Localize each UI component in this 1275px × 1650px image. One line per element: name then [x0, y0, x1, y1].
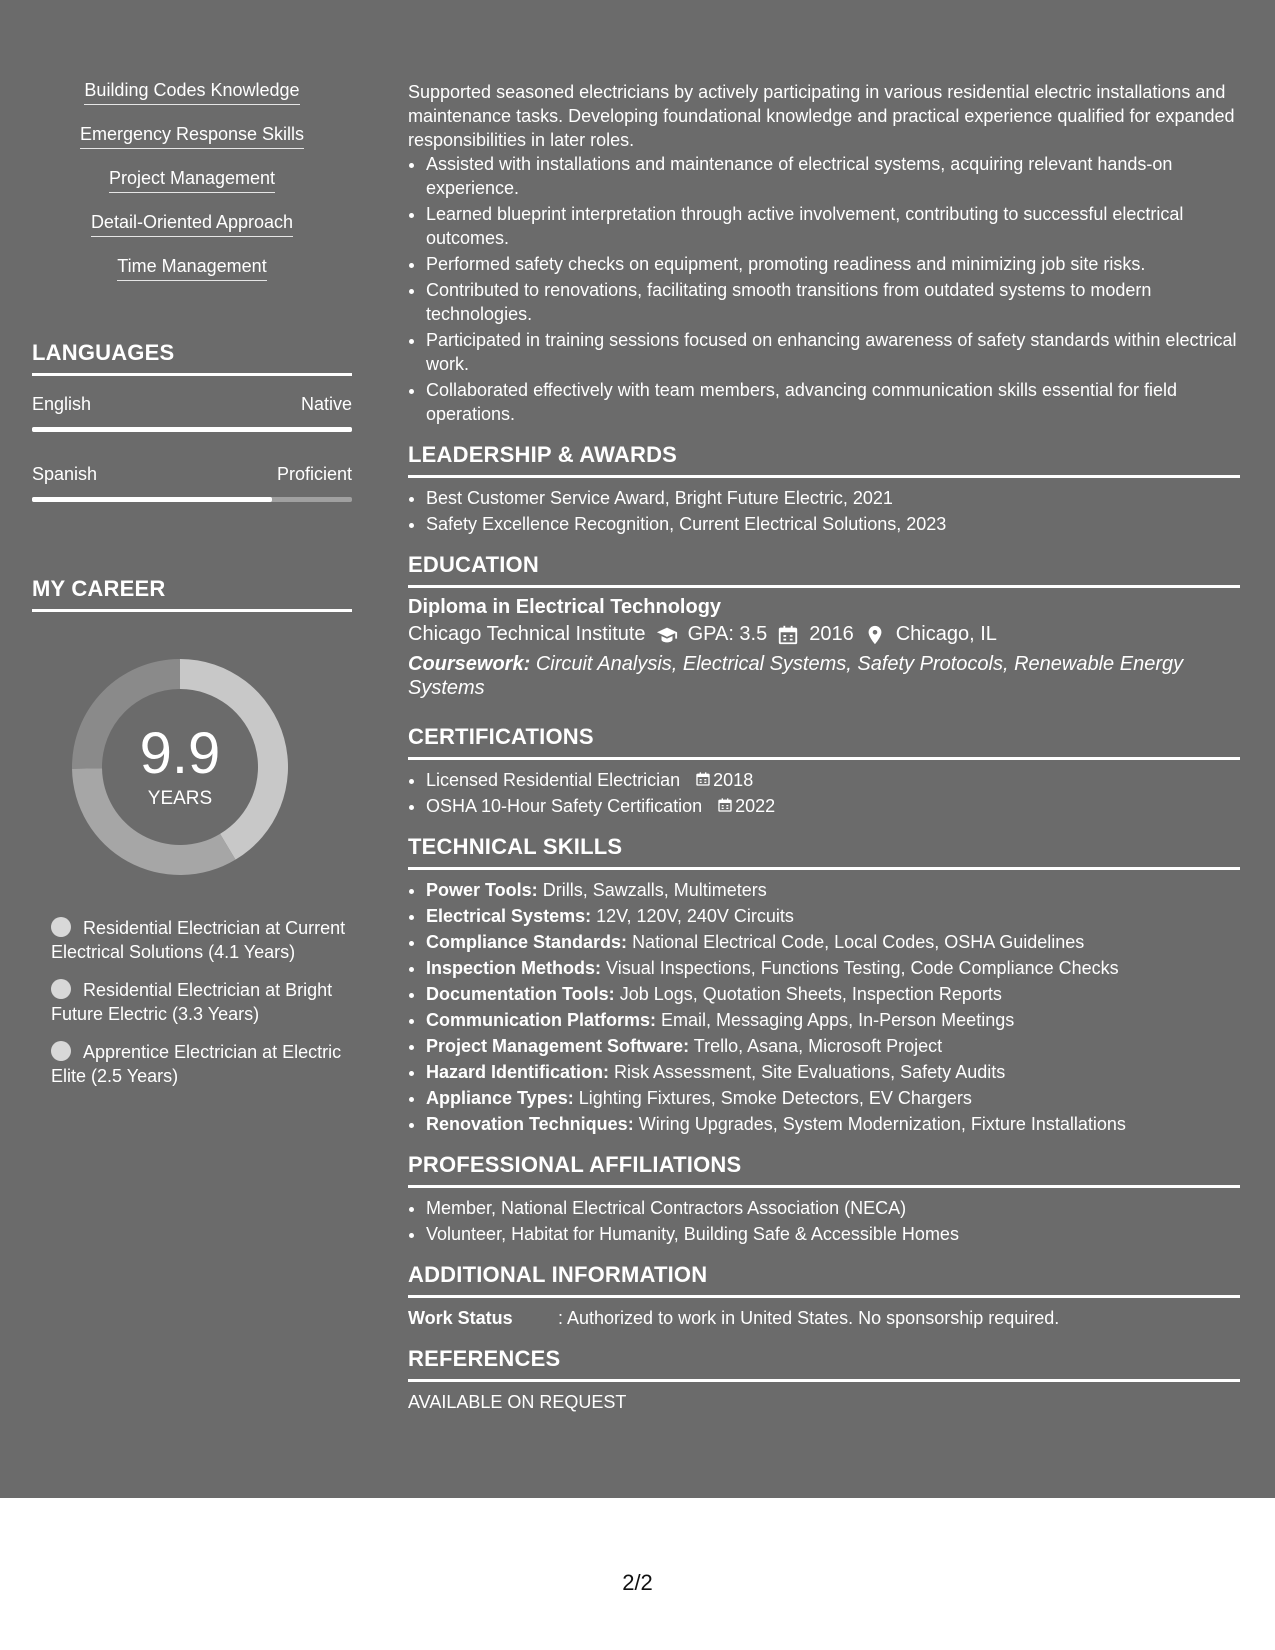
graduation-year: 2016 — [809, 623, 854, 645]
list-item: • Member, National Electrical Contractors Association (NECA) — [426, 1196, 1240, 1220]
degree-title: Diploma in Electrical Technology — [408, 596, 722, 618]
affiliations-section — [408, 1152, 1240, 1246]
list-item: • Assisted with installations and maintenance of electrical systems, acquiring relevant hands-on experience. — [426, 152, 1240, 200]
left-column — [32, 80, 352, 1088]
work-status-value: : Authorized to work in United States. No sponsorship required. — [558, 1308, 1060, 1328]
coursework-label: Coursework: — [408, 653, 531, 675]
skill-category: Project Management Software: — [426, 1036, 690, 1056]
school-name: Chicago Technical Institute — [408, 623, 646, 645]
list-item — [426, 768, 1240, 792]
cert-year: 2022 — [735, 796, 776, 816]
list-item — [426, 1008, 1240, 1032]
skill-category: Inspection Methods: — [426, 958, 601, 978]
legend-dot-icon — [51, 979, 71, 999]
references-section — [408, 1346, 1240, 1414]
coursework — [408, 652, 1240, 700]
languages-heading: LANGUAGES — [32, 340, 352, 376]
references-text: AVAILABLE ON REQUEST — [408, 1392, 627, 1412]
career-item-text: Apprentice Electrician at Electric Elite (2.5 Years) — [51, 1042, 342, 1086]
awards-heading: LEADERSHIP & AWARDS — [408, 442, 1240, 478]
coursework-list: Circuit Analysis, Electrical Systems, Safety Protocols, Renewable Energy Systems — [408, 653, 1184, 699]
location-pin-icon — [864, 624, 886, 646]
education-heading: EDUCATION — [408, 552, 1240, 588]
cert-name: OSHA 10-Hour Safety Certification — [426, 796, 703, 816]
career-heading: MY CAREER — [32, 576, 352, 612]
skill-values: Email, Messaging Apps, In-Person Meetings — [661, 1010, 1015, 1030]
skill-values: Visual Inspections, Functions Testing, Code Compliance Checks — [606, 958, 1119, 978]
skill-values: Wiring Upgrades, System Modernization, Fixture Installations — [638, 1114, 1126, 1134]
list-item: • Best Customer Service Award, Bright Future Electric, 2021 — [426, 486, 1240, 510]
skill-values: Job Logs, Quotation Sheets, Inspection Reports — [619, 984, 1002, 1004]
cert-year: 2018 — [713, 770, 754, 790]
skill-tag: Detail-Oriented Approach — [91, 212, 293, 237]
calendar-icon — [717, 796, 733, 814]
list-item — [426, 1034, 1240, 1058]
skill-values: Risk Assessment, Site Evaluations, Safety Audits — [614, 1062, 1006, 1082]
list-item: • Contributed to renovations, facilitating smooth transitions from outdated systems to modern technologies. — [426, 278, 1240, 326]
language-entry — [32, 394, 352, 432]
experience-summary: Supported seasoned electricians by actively participating in various residential electric installations and maintenance tasks. Developing foundational knowledge and practical experience qualified for expanded responsibilities in later roles. — [408, 82, 1235, 150]
language-bar — [32, 427, 352, 432]
skills-list — [32, 80, 352, 300]
language-level: Proficient — [276, 464, 352, 484]
additional-info-section — [408, 1262, 1240, 1330]
additional-info-heading: ADDITIONAL INFORMATION — [408, 1262, 1240, 1298]
skill-values: Drills, Sawzalls, Multimeters — [542, 880, 767, 900]
calendar-icon — [695, 770, 711, 788]
skill-category: Communication Platforms: — [426, 1010, 657, 1030]
list-item — [426, 794, 1240, 818]
education-meta — [408, 623, 1240, 646]
skill-category: Hazard Identification: — [426, 1062, 610, 1082]
list-item — [426, 878, 1240, 902]
list-item — [426, 956, 1240, 980]
list-item: • Performed safety checks on equipment, promoting readiness and minimizing job site risks. — [426, 252, 1240, 276]
graduation-cap-icon — [656, 624, 678, 646]
right-column — [408, 80, 1240, 1414]
skill-tag: Time Management — [117, 256, 266, 281]
career-item-text: Residential Electrician at Bright Future Electric (3.3 Years) — [51, 980, 333, 1024]
school-location: Chicago, IL — [895, 623, 997, 645]
skill-category: Power Tools: — [426, 880, 538, 900]
career-item — [51, 978, 352, 1026]
language-bar — [32, 497, 352, 502]
calendar-icon — [777, 624, 799, 646]
list-item: • Volunteer, Habitat for Humanity, Building Safe & Accessible Homes — [426, 1222, 1240, 1246]
career-total-years: 9.9 — [139, 721, 221, 786]
education-section — [408, 552, 1240, 700]
experience-bullets — [408, 152, 1240, 426]
language-name: Spanish — [32, 464, 98, 484]
list-item: • Collaborated effectively with team members, advancing communication skills essential for field operations. — [426, 378, 1240, 426]
technical-skills-heading: TECHNICAL SKILLS — [408, 834, 1240, 870]
language-name: English — [32, 394, 92, 414]
skill-values: National Electrical Code, Local Codes, OSHA Guidelines — [632, 932, 1085, 952]
references-heading: REFERENCES — [408, 1346, 1240, 1382]
certifications-section — [408, 724, 1240, 818]
cert-name: Licensed Residential Electrician — [426, 770, 681, 790]
list-item — [426, 982, 1240, 1006]
skill-tag: Emergency Response Skills — [80, 124, 304, 149]
skill-tag: Building Codes Knowledge — [84, 80, 299, 105]
skill-category: Electrical Systems: — [426, 906, 592, 926]
gpa: GPA: 3.5 — [687, 623, 768, 645]
skill-values: Trello, Asana, Microsoft Project — [693, 1036, 943, 1056]
work-status-label: Work Status — [408, 1308, 513, 1328]
career-item — [51, 916, 352, 964]
skill-category: Compliance Standards: — [426, 932, 628, 952]
affiliations-heading: PROFESSIONAL AFFILIATIONS — [408, 1152, 1240, 1188]
list-item — [426, 1112, 1240, 1136]
skill-tag: Project Management — [109, 168, 275, 193]
language-entry — [32, 464, 352, 502]
career-item-text: Residential Electrician at Current Electrical Solutions (4.1 Years) — [51, 918, 346, 962]
skill-values: 12V, 120V, 240V Circuits — [596, 906, 794, 926]
page-number: 2/2 — [622, 1570, 653, 1595]
career-item — [51, 1040, 352, 1088]
list-item — [426, 904, 1240, 928]
legend-dot-icon — [51, 917, 71, 937]
work-status-row — [408, 1306, 1240, 1330]
skill-category: Documentation Tools: — [426, 984, 615, 1004]
list-item — [426, 1060, 1240, 1084]
list-item: • Learned blueprint interpretation through active involvement, contributing to successful electrical outcomes. — [426, 202, 1240, 250]
skill-category: Appliance Types: — [426, 1088, 574, 1108]
list-item — [426, 1086, 1240, 1110]
awards-section — [408, 442, 1240, 536]
skill-category: Renovation Techniques: — [426, 1114, 634, 1134]
certifications-heading: CERTIFICATIONS — [408, 724, 1240, 760]
career-donut — [65, 652, 295, 882]
language-level: Native — [300, 394, 352, 414]
legend-dot-icon — [51, 1041, 71, 1061]
skill-values: Lighting Fixtures, Smoke Detectors, EV Chargers — [578, 1088, 972, 1108]
language-bar-fill — [32, 427, 352, 432]
career-years-label: YEARS — [147, 788, 213, 809]
list-item — [426, 930, 1240, 954]
technical-skills-section — [408, 834, 1240, 1136]
list-item: • Participated in training sessions focused on enhancing awareness of safety standards within electrical work. — [426, 328, 1240, 376]
list-item: • Safety Excellence Recognition, Current Electrical Solutions, 2023 — [426, 512, 1240, 536]
language-bar-fill — [32, 497, 272, 502]
